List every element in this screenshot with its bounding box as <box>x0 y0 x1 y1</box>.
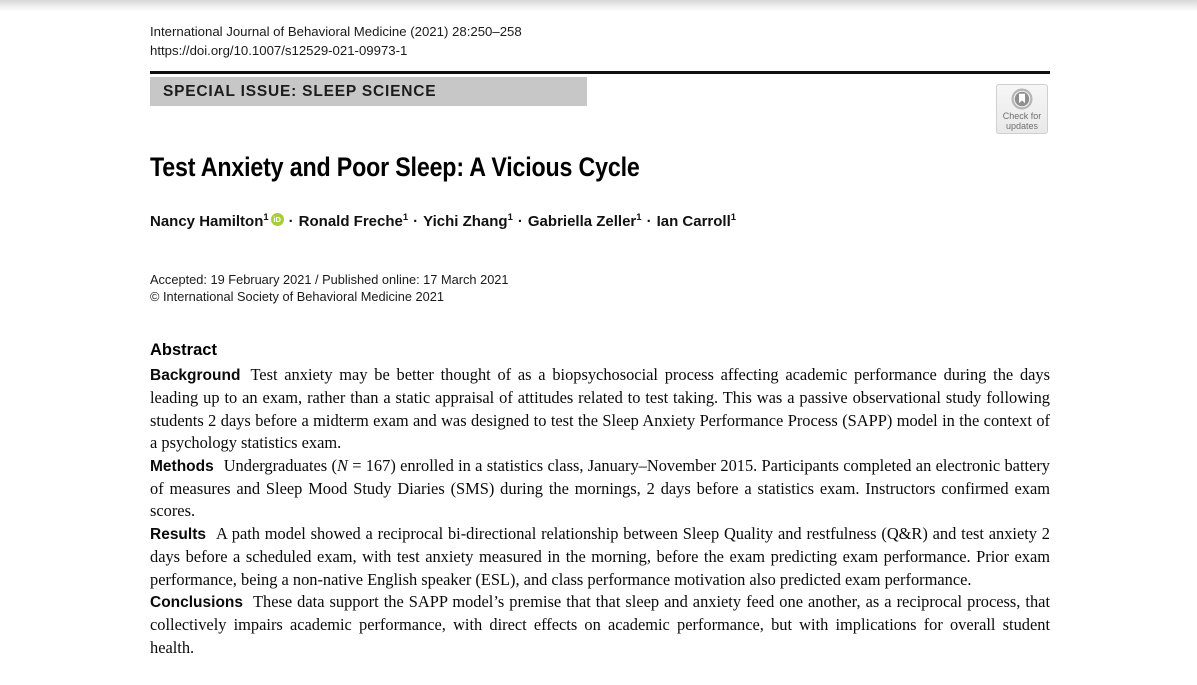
author-name: Nancy Hamilton <box>150 213 264 230</box>
abstract-background-paragraph <box>150 364 1050 455</box>
methods-label: Methods <box>150 457 214 475</box>
journal-header <box>150 22 522 60</box>
check-for-updates-label: Check for updates <box>1002 110 1042 131</box>
abstract-results-paragraph <box>150 523 1050 591</box>
publication-dates <box>150 271 509 305</box>
orcid-icon[interactable]: iD <box>271 213 284 226</box>
affiliation-superscript: 1 <box>507 212 513 223</box>
abstract-methods-paragraph <box>150 455 1050 523</box>
affiliation-superscript: 1 <box>636 212 642 223</box>
author-list <box>150 212 736 230</box>
check-for-updates-button[interactable] <box>996 84 1048 134</box>
doi-link[interactable]: https://doi.org/10.1007/s12529-021-09973-1 <box>150 43 408 58</box>
abstract-section <box>150 341 1050 659</box>
background-text: Test anxiety may be better thought of as a biopsychosocial process affecting academic performance during the days leading up to an exam, rather than a static appraisal of attitudes related to test taking. This was a passive observational study following students 2 days before a midterm exam and was designed to test the Sleep Anxiety Performance Process (SAPP) model in the context of a psychology statistics exam. <box>150 365 1050 453</box>
affiliation-superscript: 1 <box>402 212 409 223</box>
copyright-line: © International Society of Behavioral Medicine 2021 <box>150 289 444 304</box>
crossmark-icon <box>1011 88 1033 110</box>
accepted-published-line: Accepted: 19 February 2021 / Published online: 17 March 2021 <box>150 272 509 287</box>
author-name: Ronald Freche <box>298 213 403 230</box>
author-name: Ian Carroll <box>656 213 731 230</box>
results-label: Results <box>150 525 206 543</box>
article-page <box>150 0 1050 685</box>
author-separator: · <box>288 213 294 230</box>
sample-size-symbol: N <box>336 455 348 475</box>
affiliation-superscript: 1 <box>730 212 737 223</box>
header-divider <box>150 71 1050 74</box>
journal-citation: International Journal of Behavioral Medicine (2021) 28:250–258 <box>150 24 522 39</box>
author-separator: · <box>517 213 523 230</box>
special-issue-banner <box>150 77 587 106</box>
conclusions-label: Conclusions <box>150 594 244 612</box>
abstract-conclusions-paragraph <box>150 591 1050 659</box>
methods-text-pre: Undergraduates ( <box>223 455 337 475</box>
author-name: Yichi Zhang <box>423 213 508 230</box>
article-title: Test Anxiety and Poor Sleep: A Vicious Cycle <box>150 152 640 182</box>
abstract-heading: Abstract <box>150 341 217 359</box>
special-issue-label: SPECIAL ISSUE: SLEEP SCIENCE <box>163 82 437 100</box>
background-label: Background <box>150 367 241 384</box>
affiliation-superscript: 1 <box>263 212 269 223</box>
author-name: Gabriella Zeller <box>527 213 637 230</box>
conclusions-text: These data support the SAPP model’s premise that that sleep and anxiety feed one another, as a reciprocal process, that collectively impairs academic performance, with direct effects on academic performance, but with implications for overall student health. <box>150 592 1050 657</box>
results-text: A path model showed a reciprocal bi-directional relationship between Sleep Quality and restfulness (Q&R) and test anxiety 2 days before a scheduled exam, with test anxiety measured in the morning, before the exam predicting exam performance. Prior exam performance, being a non-native English speaker (ESL), and class performance motivation also predicted exam performance. <box>150 523 1050 589</box>
author-separator: · <box>646 213 652 230</box>
methods-text-post: = 167) enrolled in a statistics class, January–November 2015. Participants completed an electronic battery of measures and Sleep Mood Study Diaries (SMS) during the mornings, 2 days before a statistics exam. Instructors confirmed exam scores. <box>150 455 1050 521</box>
author-separator: · <box>413 213 419 230</box>
